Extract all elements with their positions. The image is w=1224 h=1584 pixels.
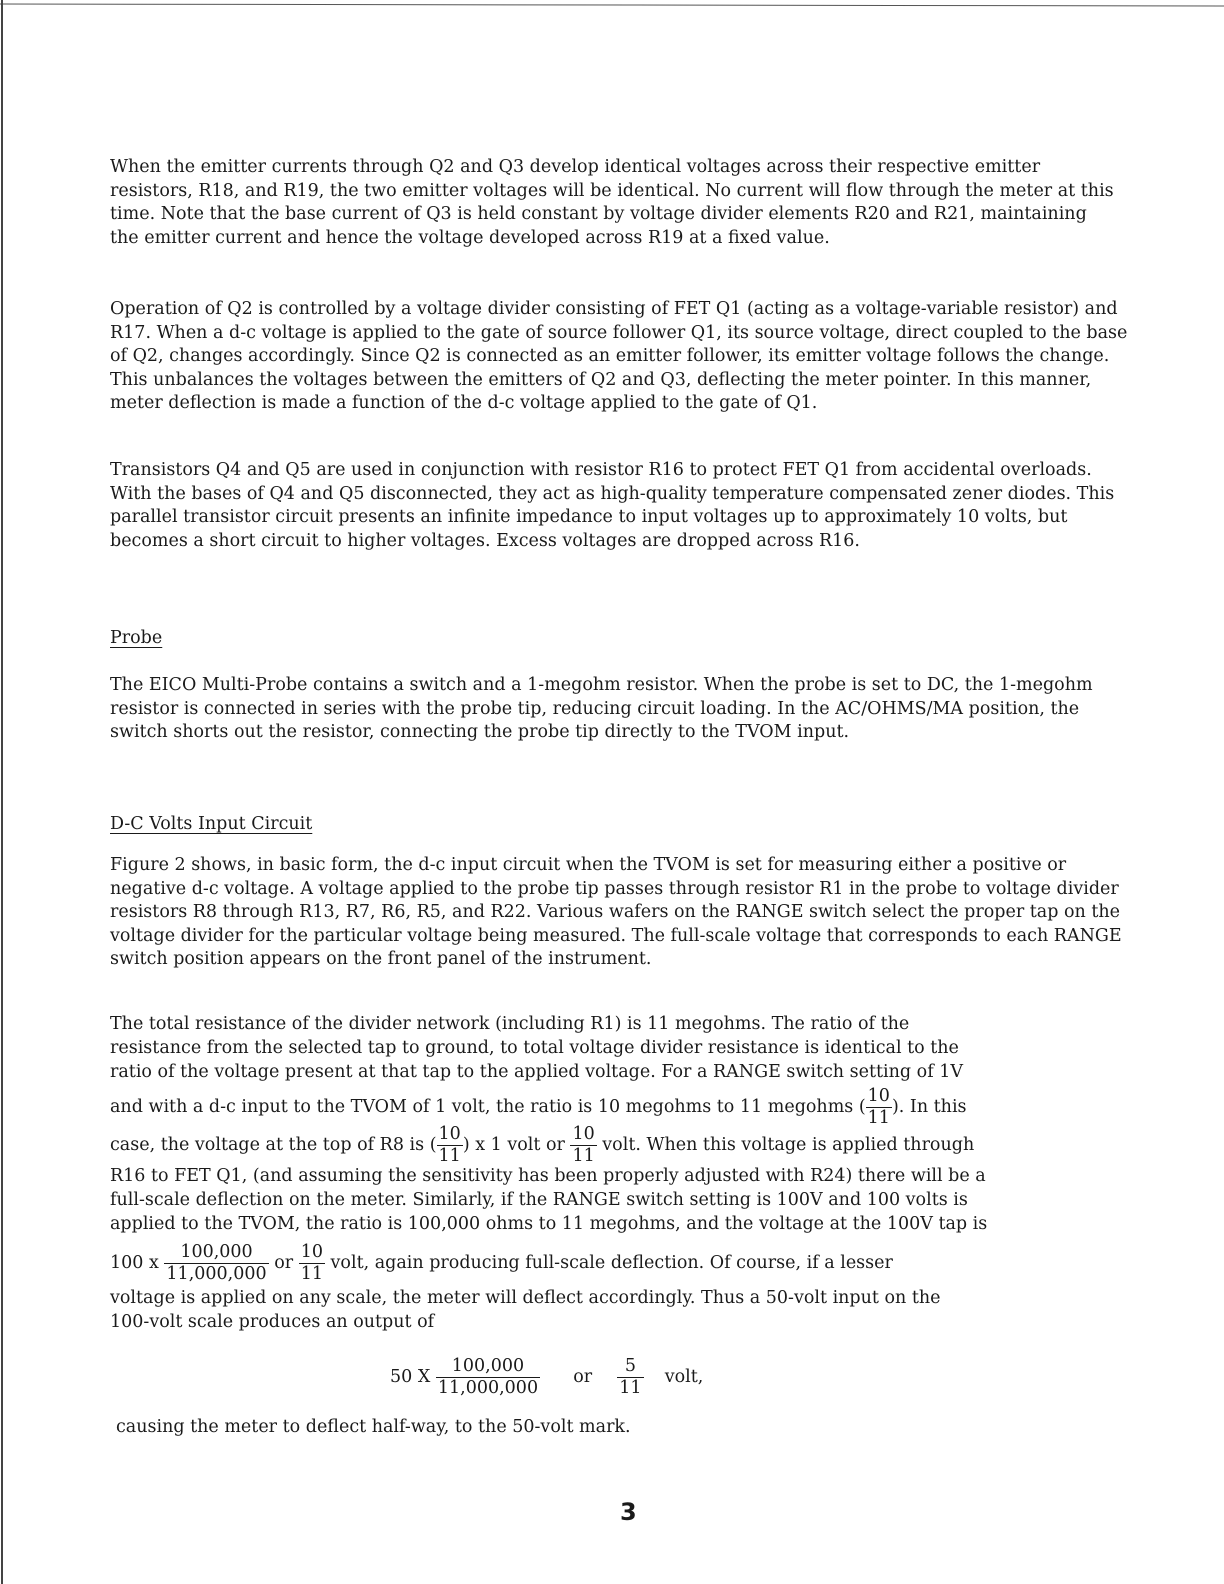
page-number: 3	[620, 1498, 637, 1526]
scan-edge-left	[0, 0, 8, 1584]
heading-probe: Probe	[110, 628, 163, 648]
fraction-five-elevenths: $\frac{5}{11}$	[619, 1356, 642, 1398]
ratio-line-10: voltage is applied on any scale, the meter will deflect accordingly. Thus a 50-volt input on the	[110, 1288, 941, 1308]
equation-suffix: volt,	[664, 1367, 704, 1387]
heading-dc-volts-input-circuit: D-C Volts Input Circuit	[110, 814, 313, 834]
ratio-line-7: full-scale deflection on the meter. Similarly, if the RANGE switch setting is 100V and 100 volts is	[110, 1190, 968, 1210]
fraction-ten-elevenths: $\frac{10}{11}$	[867, 1086, 890, 1128]
ratio-line-1: The total resistance of the divider network (including R1) is 11 megohms. The ratio of the	[110, 1014, 910, 1034]
ratio-line-4-start: and with a d-c input to the TVOM of 1 volt, the ratio is 10 megohms to 11 megohms (	[110, 1097, 866, 1117]
paragraph-figure-2: Figure 2 shows, in basic form, the d-c input circuit when the TVOM is set for measuring either a positive or negative d-c voltage. A voltage applied to the probe tip passes through resistor R1 in the probe to voltage divider resistors R8 through R13, R7, R6, R5, and R22. Various wafers on the RANGE switch select the proper tap on the voltage divider for the particular voltage being measured. The full-scale voltage that corresponds to each RANGE switch position appears on the front panel of the instrument.	[110, 855, 1122, 969]
ratio-line-5-mid: ) x 1 volt or	[462, 1135, 565, 1155]
paragraph-q2-operation: Operation of Q2 is controlled by a voltage divider consisting of FET Q1 (acting as a voltage-variable resistor) and R17. When a d-c voltage is applied to the gate of source follower Q1, its source voltage, direct coupled to the base of Q2, changes accordingly. Since Q2 is connected as an emitter follower, its emitter voltage follows the change. This unbalances the voltages between the emitters of Q2 and Q3, deflecting the meter pointer. In this manner, meter deflection is made a function of the d-c voltage applied to the gate of Q1.	[110, 299, 1128, 413]
ratio-line-11: 100-volt scale produces an output of	[110, 1312, 435, 1332]
fraction-ten-elevenths: $\frac{10}{11}$	[438, 1124, 461, 1166]
ratio-line-3: ratio of the voltage present at that tap to the applied voltage. For a RANGE switch setting of 1V	[110, 1062, 964, 1082]
ratio-line-2: resistance from the selected tap to ground, to total voltage divider resistance is identical to the	[110, 1038, 959, 1058]
ratio-line-4	[110, 1088, 967, 1127]
fraction-100000-over-11000000: $\frac{100,000}{11,000,000}$	[166, 1242, 267, 1284]
ratio-line-5-end: volt. When this voltage is applied through	[602, 1135, 975, 1155]
paragraph-emitter-currents: When the emitter currents through Q2 and Q3 develop identical voltages across their respective emitter resistors, R18, and R19, the two emitter voltages will be identical. No current will flow through the meter at this time. Note that the base current of Q3 is held constant by voltage divider elements R20 and R21, maintaining the emitter current and hence the voltage developed across R19 at a fixed value.	[110, 157, 1114, 248]
paragraph-probe: The EICO Multi-Probe contains a switch and a 1-megohm resistor. When the probe is set to DC, the 1-megohm resistor is connected in series with the probe tip, reducing circuit loading. In the AC/OHMS/MA position, the switch shorts out the resistor, connecting the probe tip directly to the TVOM input.	[110, 675, 1093, 742]
ratio-line-9-or: or	[274, 1253, 294, 1273]
paragraph-half-way: causing the meter to deflect half-way, to the 50-volt mark.	[116, 1417, 631, 1437]
ratio-line-5-start: case, the voltage at the top of R8 is (	[110, 1135, 437, 1155]
ratio-line-6: R16 to FET Q1, (and assuming the sensitivity has been properly adjusted with R24) there will be a	[110, 1166, 986, 1186]
equation-prefix: 50 X	[390, 1367, 431, 1387]
ratio-line-4-end: ). In this	[891, 1097, 967, 1117]
ratio-line-9-end: volt, again producing full-scale deflection. Of course, if a lesser	[330, 1253, 893, 1273]
ratio-line-8: applied to the TVOM, the ratio is 100,000 ohms to 11 megohms, and the voltage at the 100V tap is	[110, 1214, 988, 1234]
equation-or: or	[573, 1367, 593, 1387]
scan-edge-top	[0, 0, 1224, 10]
ratio-line-9-start: 100 x	[110, 1253, 159, 1273]
fraction-ten-elevenths: $\frac{10}{11}$	[572, 1124, 595, 1166]
paragraph-protection-transistors: Transistors Q4 and Q5 are used in conjunction with resistor R16 to protect FET Q1 from accidental overloads. With the bases of Q4 and Q5 disconnected, they act as high-quality temperature compensated zener diodes. This parallel transistor circuit presents an infinite impedance to input voltages up to approximately 10 volts, but becomes a short circuit to higher voltages. Excess voltages are dropped across R16.	[110, 460, 1115, 551]
ratio-line-9	[110, 1244, 893, 1283]
fraction-ten-elevenths: $\frac{10}{11}$	[300, 1242, 323, 1284]
ratio-line-5	[110, 1126, 974, 1165]
equation-50-volt	[390, 1358, 703, 1397]
fraction-100000-over-11000000: $\frac{100,000}{11,000,000}$	[437, 1356, 539, 1398]
